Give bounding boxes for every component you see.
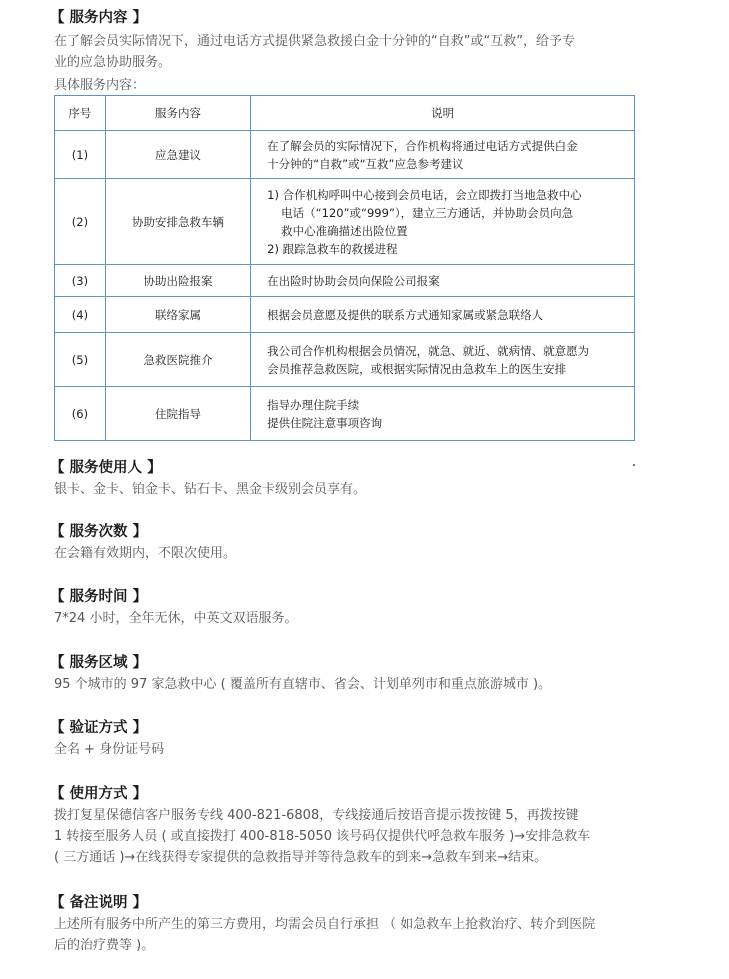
service-count-heading: 【 服务次数 】 bbox=[50, 524, 148, 540]
header-service: 服务内容 bbox=[105, 96, 250, 131]
description-line: 在了解会员的实际情况下，合作机构将通过电话方式提供白金 bbox=[267, 138, 578, 153]
usage-description bbox=[54, 805, 590, 868]
service-users-heading: 【 服务使用人 】 bbox=[50, 460, 162, 476]
header-description: 说明 bbox=[251, 96, 635, 131]
usage-heading: 【 使用方式 】 bbox=[50, 786, 148, 802]
paragraph-line: 拨打复星保德信客户服务专线 400-821-6808，专线接通后按语音提示拨按键 5，再拨按键 bbox=[54, 808, 579, 823]
row-description bbox=[251, 265, 635, 297]
table-row bbox=[55, 297, 635, 333]
paragraph-line: 后的治疗费等 )。 bbox=[54, 938, 155, 953]
row-service: 住院指导 bbox=[105, 387, 250, 441]
paragraph-line: 7*24 小时，全年无休，中英文双语服务。 bbox=[54, 611, 298, 626]
row-description bbox=[251, 333, 635, 387]
description-line: 1) 合作机构呼叫中心接到会员电话，会立即拨打当地急救中心 bbox=[267, 187, 582, 202]
row-description bbox=[251, 179, 635, 265]
service-time-description bbox=[54, 608, 297, 629]
verification-heading: 【 验证方式 】 bbox=[50, 720, 148, 736]
description-line: 救中心准确描述出险位置 bbox=[281, 223, 408, 238]
paragraph-line: 在会籍有效期内，不限次使用。 bbox=[54, 546, 237, 561]
row-no: (3) bbox=[55, 265, 106, 297]
row-service: 急救医院推介 bbox=[105, 333, 250, 387]
row-service: 协助安排急救车辆 bbox=[105, 179, 250, 265]
row-description bbox=[251, 387, 635, 441]
description-line: 我公司合作机构根据会员情况，就急、就近、就病情、就意愿为 bbox=[267, 343, 590, 358]
service-time-heading: 【 服务时间 】 bbox=[50, 589, 148, 605]
paragraph-line: 上述所有服务中所产生的第三方费用，均需会员自行承担 （ 如急救车上抢救治疗、转介到医院 bbox=[54, 917, 596, 932]
verification-description bbox=[54, 739, 164, 760]
row-service: 协助出险报案 bbox=[105, 265, 250, 297]
service-users-description bbox=[54, 479, 366, 500]
description-line: 十分钟的“自救”或“互救”应急参考建议 bbox=[267, 156, 464, 171]
table-row bbox=[55, 265, 635, 297]
description-line: 根据会员意愿及提供的联系方式通知家属或紧急联络人 bbox=[267, 307, 544, 322]
service-area-heading: 【 服务区域 】 bbox=[50, 655, 148, 671]
row-no: (6) bbox=[55, 387, 106, 441]
paragraph-line: 95 个城市的 97 家急救中心 ( 覆盖所有直辖市、省会、计划单列市和重点旅游城市 )。 bbox=[54, 677, 552, 692]
stray-dot bbox=[633, 464, 635, 466]
remarks-description bbox=[54, 914, 595, 956]
service-area-description bbox=[54, 674, 551, 695]
paragraph-line: 在了解会员实际情况下，通过电话方式提供紧急救援白金十分钟的“自救”或“互救”，给予专 bbox=[54, 34, 575, 49]
row-service: 应急建议 bbox=[105, 131, 250, 179]
table-header-row bbox=[55, 96, 635, 131]
service-content-table bbox=[54, 95, 635, 441]
table-row bbox=[55, 333, 635, 387]
paragraph-line: 银卡、金卡、铂金卡、钻石卡、黑金卡级别会员享有。 bbox=[54, 482, 367, 497]
table-row bbox=[55, 387, 635, 441]
paragraph-line: 业的应急协助服务。 bbox=[54, 55, 172, 70]
description-line: 在出险时协助会员向保险公司报案 bbox=[267, 273, 440, 288]
description-line: 会员推荐急救医院，或根据实际情况由急救车上的医生安排 bbox=[267, 361, 567, 376]
table-row bbox=[55, 179, 635, 265]
table-row bbox=[55, 131, 635, 179]
paragraph-line: 全名 + 身份证号码 bbox=[54, 742, 165, 757]
paragraph-line: 1 转接至服务人员 ( 或直接拨打 400-818-5050 该号码仅提供代呼急救车服务 )→安排急救车 bbox=[54, 829, 591, 844]
row-service: 联络家属 bbox=[105, 297, 250, 333]
service-content-heading: 【 服务内容 】 bbox=[50, 10, 148, 26]
row-no: (1) bbox=[55, 131, 106, 179]
row-description bbox=[251, 131, 635, 179]
service-detail-label: 具体服务内容： bbox=[54, 78, 146, 93]
description-line: 2) 跟踪急救车的救援进程 bbox=[267, 241, 398, 256]
header-no: 序号 bbox=[55, 96, 106, 131]
row-no: (2) bbox=[55, 179, 106, 265]
description-line: 电话（“120”或“999”），建立三方通话，并协助会员向急 bbox=[281, 205, 574, 220]
row-no: (4) bbox=[55, 297, 106, 333]
service-count-description bbox=[54, 543, 236, 564]
service-content-description bbox=[54, 31, 575, 73]
row-description bbox=[251, 297, 635, 333]
description-line: 指导办理住院手续 bbox=[267, 397, 360, 412]
remarks-heading: 【 备注说明 】 bbox=[50, 895, 148, 911]
description-line: 提供住院注意事项咨询 bbox=[267, 415, 383, 430]
row-no: (5) bbox=[55, 333, 106, 387]
paragraph-line: ( 三方通话 )→在线获得专家提供的急救指导并等待急救车的到来→急救车到来→结束。 bbox=[54, 850, 548, 865]
